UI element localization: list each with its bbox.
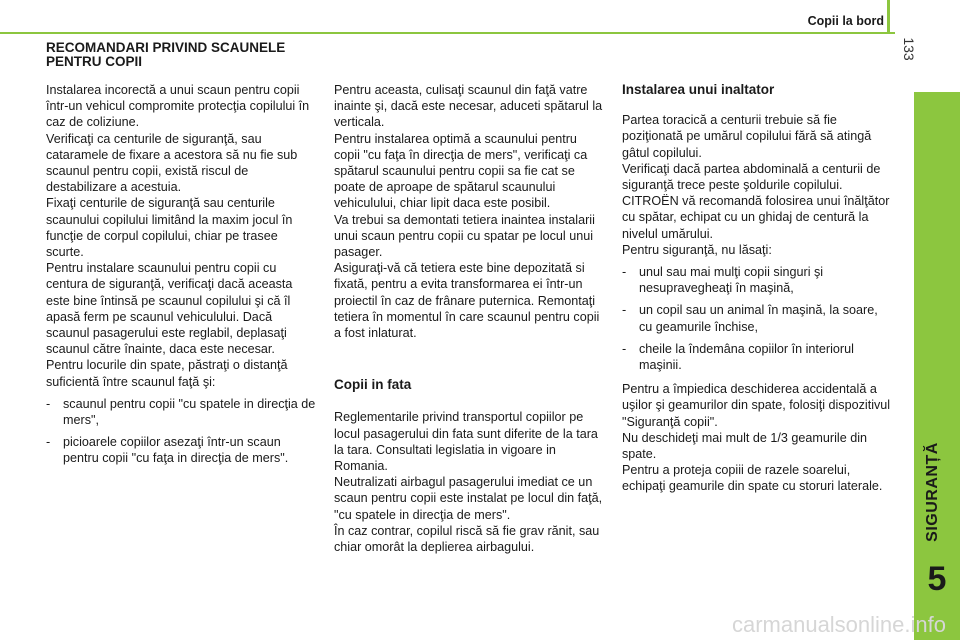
list-item-text: un copil sau un animal în maşină, la soare, cu geamurile închise, [639,303,878,334]
dash-bullet: - [622,265,627,280]
header-tick [887,0,890,34]
column-right [622,82,894,495]
column-middle [334,82,606,555]
column-left [46,82,318,467]
chapter-number: 5 [927,560,947,598]
dash-bullet: - [622,341,627,356]
body-paragraph: Pentru a împiedica deschiderea accidentală a uşilor şi geamurilor din spate, folosiţi dispozitivul "Siguranţă copii". Nu deschideţi mai mult de 1/3 geamurile din spate. Pentru a proteja copiii de razele soarelui, echipaţi geamurile din spate cu storuri laterale. [622,382,891,494]
body-paragraph: Reglementarile privind transportul copiilor pe locul pasagerului din fata sunt diferite de la tara la tara. Consultati legislatia in vigoare in Romania. Neutralizati airbagul pasagerului imediat ce un scaun pentru copii este instalat pe locul din faţă, "cu spatele in direcţia de mers". În caz contrar, copilul riscă să fie grav rănit, sau chiar omorât la deplierea airbagului. [334,410,603,555]
page-header-title: Copii la bord [807,14,884,28]
dash-bullet: - [46,435,51,450]
list-item-text: unul sau mai mulţi copii singuri şi nesupravegheaţi în maşină, [639,265,824,296]
list-item [46,396,318,428]
list-item [622,341,894,373]
dash-bullet: - [46,396,51,411]
subheading-front-seat: Copii in fata [334,377,412,393]
list-item-text: scaunul pentru copii "cu spatele in direcţia de mers", [63,396,316,428]
watermark: carmanualsonline.info [731,612,946,637]
dash-bullet: - [622,303,627,318]
subheading-booster: Instalarea unui inaltator [622,82,775,97]
body-paragraph: Pentru aceasta, culisaţi scaunul din faţă vatre inainte şi, dacă este necesar, aduceti spătarul la verticala. Pentru instalarea optimă a scaunului pentru copii "cu faţa în direcţia de mers", verificaţi ca spătarul scaunului pentru copii sa fie cat se poate de aproape de spătarul scaunului vehiculului, chiar lipit daca este posibil. Va trebui sa demontati tetiera inaintea instalarii unui scaun pentru copii cu spatar pe locul unui pasager. Asiguraţi-vă că tetiera este bine depozitată si fixată, pentru a evita transformarea ei într-un proiectil în caz de frânare puternica. Remontaţi tetiera în momentul în care scaunul pentru copii a fost inlaturat. [334,83,603,341]
page-number: 133 [901,37,917,61]
header-rule [0,32,895,34]
list-item [622,264,894,296]
list-item [46,434,318,466]
list-item-text: picioarele copiilor asezaţi într-un scaun pentru copii "cu faţa in direcţia de mers". [63,435,289,466]
list-item [622,302,894,334]
body-paragraph: Partea toracică a centurii trebuie să fie poziţionată pe umărul copilului fără să atingă gâtul copilului. Verificaţi dacă partea abdominală a centurii de siguranţă trece peste şoldurile copilului. CITROËN vă recomandă folosirea unui înălţător cu spătar, echipat cu un ghidaj de centură la nivelul umărului. Pentru siguranţă, nu lăsaţi: [622,113,890,257]
chapter-tab-label: SIGURANȚĂ [924,442,941,542]
list-item-text: cheile la îndemâna copiilor în interiorul maşinii. [639,341,854,373]
body-paragraph: Instalarea incorectă a unui scaun pentru copii într-un vehicul compromite protecţia copilului în caz de coliziune. Verificaţi ca centurile de siguranţă, sau cataramele de fixare a acestora să nu fie sub scaunul pentru copii, există riscul de destabilizare a acestuia. Fixaţi centurile de siguranţă sau centurile scaunului copilului limitând la maxim jocul în funcţie de corpul copilului, chiar pe trasee scurte. Pentru instalare scaunului pentru copii cu centura de siguranţă, verificaţi dacă aceasta este bine întinsă pe scaunul copilului şi că îl apasă ferm pe scaunul vehiculului. Dacă scaunul pasagerului este reglabil, deplasaţi scaunul către înainte, daca este necesar. Pentru locurile din spate, păstraţi o distanţă suficientă între scaunul faţă şi: [46,83,310,389]
section-heading: RECOMANDARI PRIVIND SCAUNELE PENTRU COPII [46,40,286,69]
